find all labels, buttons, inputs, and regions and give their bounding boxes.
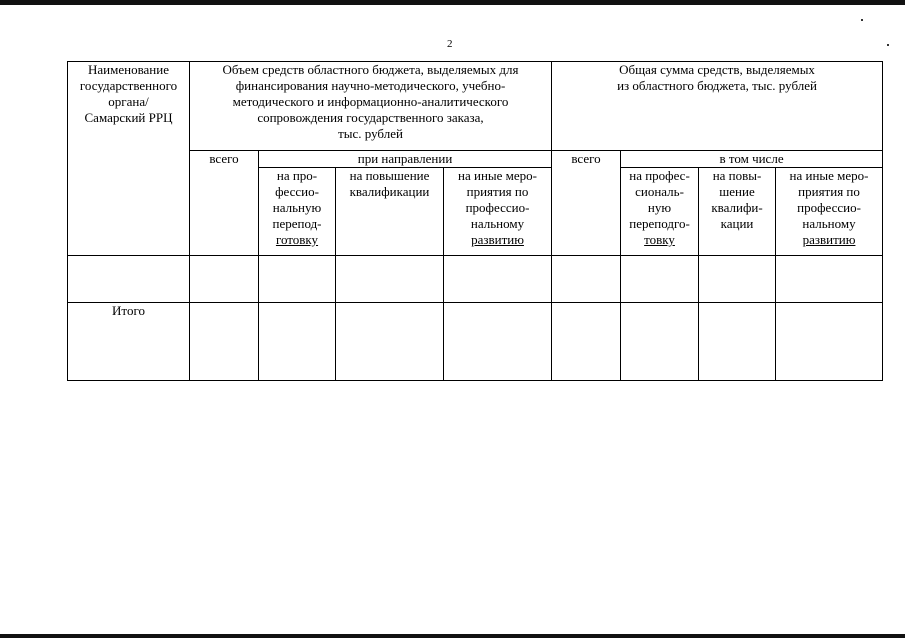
header-total-2: всего [552,151,621,256]
header-including: в том числе [621,151,883,168]
scan-speck [887,44,889,46]
table-cell [699,303,776,381]
header-qualification-2: на повы- шение квалифи- кации [699,168,776,256]
header-total-1: всего [190,151,259,256]
table-cell [621,303,699,381]
header-total-regional-funds: Общая сумма средств, выделяемых из областного бюджета, тыс. рублей [552,62,883,151]
header-qualification-1: на повышение квалификации [336,168,444,256]
table-cell [259,256,336,303]
table-row [68,256,883,303]
table-cell [259,303,336,381]
header-retraining-1: на про- фессио- нальную перепод- готовку [259,168,336,256]
header-other-activities-2: на иные меро- приятия по профессио- нальному развитию [776,168,883,256]
page-number: 2 [447,38,453,50]
table-row-total [68,303,883,381]
header-other-activities-1: на иные меро- приятия по профессио- нальному развитию [444,168,552,256]
table-cell [336,256,444,303]
table-cell [190,256,259,303]
table-cell [699,256,776,303]
scan-speck [861,19,863,21]
table-cell [68,256,190,303]
table-cell [552,256,621,303]
table-cell [190,303,259,381]
scan-border-top [0,0,905,5]
table-cell [776,303,883,381]
scan-border-bottom [0,634,905,638]
header-by-direction: при направлении [259,151,552,168]
total-label: Итого [68,303,190,381]
header-retraining-2: на профес- сиональ- ную переподго- товку [621,168,699,256]
table-cell [776,256,883,303]
table-cell [444,303,552,381]
table-cell [621,256,699,303]
budget-table [67,61,883,381]
table-cell [444,256,552,303]
table-cell [552,303,621,381]
header-org-name: Наименование государственного органа/ Самарский РРЦ [68,62,190,256]
table-cell [336,303,444,381]
header-regional-budget-volume: Объем средств областного бюджета, выделяемых для финансирования научно-методического, учебно- методического и информационно-аналитического сопровождения государственного заказа, тыс. рублей [190,62,552,151]
